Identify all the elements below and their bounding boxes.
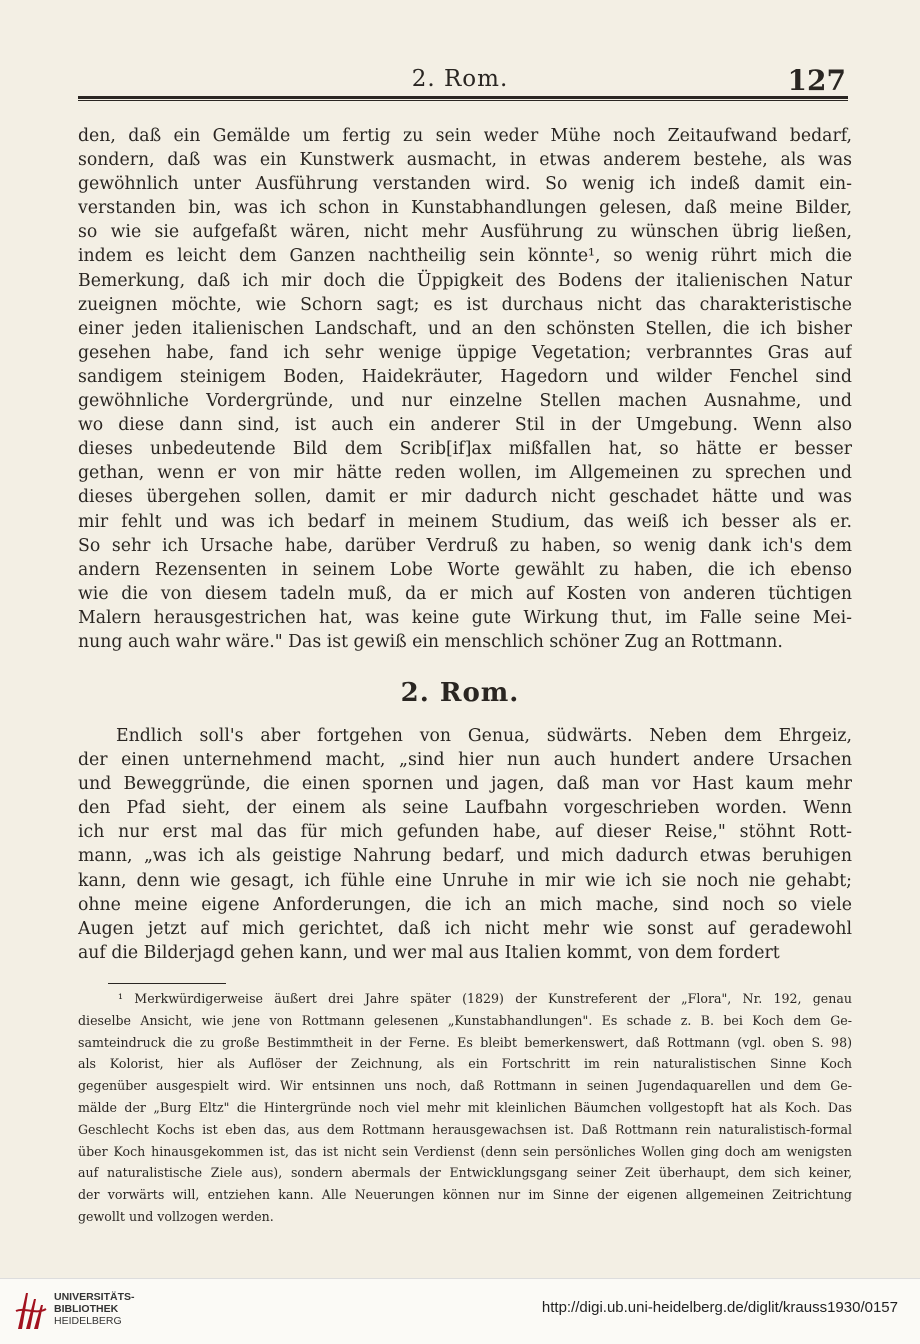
- footnotes-line: samteindruck die zu große Bestimmtheit in der Ferne. Es bleibt bemerkenswert, daß Rottmann (vgl. oben S. 98): [78, 1034, 852, 1050]
- paragraph2-line: ohne meine eigene Anforderungen, die ich an mich mache, sind noch so viele: [78, 894, 852, 915]
- paragraph1-line: So sehr ich Ursache habe, darüber Verdruß zu haben, so wenig dank ich's dem: [78, 535, 852, 556]
- paragraph2-line: Augen jetzt auf mich gerichtet, daß ich nicht mehr wie sonst auf geradewohl: [78, 918, 852, 939]
- header-rule: [78, 96, 848, 99]
- paragraph1-line: indem es leicht dem Ganzen nachtheilig sein könnte¹, so wenig rührt mich die: [78, 246, 852, 267]
- paragraph1-line: verstanden bin, was ich schon in Kunstabhandlungen gelesen, daß meine Bilder,: [78, 198, 852, 219]
- paragraph2-line: Endlich soll's aber fortgehen von Genua, südwärts. Neben dem Ehrgeiz,: [116, 726, 852, 746]
- footnotes-line: als Kolorist, hier als Auflöser der Zeichnung, als ein Fortschritt im rein naturalistischen Sinne Koch: [78, 1056, 852, 1072]
- permalink-url[interactable]: http://digi.ub.uni-heidelberg.de/diglit/krauss1930/0157: [541, 1299, 898, 1316]
- paragraph1-line: wie die von diesem tadeln muß, da er mich auf Kosten von anderen tüchtigen: [78, 583, 852, 604]
- running-title: 2. Rom.: [411, 66, 509, 92]
- paragraph2-line: und Beweggründe, die einen spornen und jagen, daß man vor Hast kaum mehr: [78, 774, 852, 795]
- paragraph1-line: gewöhnliche Vordergründe, und nur einzelne Stellen machen Ausnahme, und: [78, 391, 852, 412]
- paragraph1-line: sandigem steinigem Boden, Haidekräuter, Hagedorn und wilder Fenchel sind: [78, 366, 852, 387]
- paragraph1-line: gethan, wenn er von mir hätte reden wollen, im Allgemeinen zu sprechen und: [78, 463, 852, 484]
- running-head: [0, 64, 920, 98]
- footnote-rule: [108, 983, 226, 984]
- footnotes-line: auf naturalistische Ziele aus), sondern abermals der Entwicklungsgang seiner Zeit überhaupt, dem sich keiner,: [78, 1165, 852, 1181]
- paragraph1-line: Bemerkung, daß ich mir doch die Üppigkeit des Bodens der italienischen Natur: [78, 270, 852, 291]
- university-library-logo-icon: [14, 1289, 48, 1333]
- footnotes-line: über Koch hinausgekommen ist, das ist nicht sein Verdienst (denn sein persönliches Wollen ging doch am wenigsten: [78, 1143, 852, 1159]
- paragraph1-line: zueignen möchte, wie Schorn sagt; es ist durchaus nicht das charakteristische: [78, 294, 852, 315]
- footnotes-line: der vorwärts will, entziehen kann. Alle Neuerungen können nur im Sinne der eigenen allgemeinen Zeitrichtung: [78, 1187, 852, 1203]
- library-name-line-3: HEIDELBERG: [54, 1315, 122, 1327]
- library-name-line-1: UNIVERSITÄTS-: [54, 1291, 135, 1303]
- paragraph2-line: auf die Bilderjagd gehen kann, und wer mal aus Italien kommt, von dem fordert: [78, 942, 780, 963]
- paragraph-2: [78, 724, 852, 965]
- library-name: [54, 1291, 135, 1327]
- paragraph2-line: den Pfad sieht, der einem als seine Laufbahn vorgeschrieben worden. Wenn: [78, 798, 852, 819]
- paragraph1-line: wo diese dann sind, ist auch ein anderer Stil in der Umgebung. Wenn also: [78, 415, 852, 436]
- paragraph1-line: so wie sie aufgefaßt wären, nicht mehr Ausführung zu wünschen übrig ließen,: [78, 222, 852, 243]
- paragraph1-line: dieses unbedeutende Bild dem Scrib[if]ax mißfallen hat, so hätte er besser: [78, 439, 852, 460]
- paragraph1-line: mir fehlt und was ich bedarf in meinem Studium, das weiß ich besser als er.: [78, 511, 852, 532]
- footnotes-line: ¹ Merkwürdigerweise äußert drei Jahre später (1829) der Kunstreferent der „Flora", Nr. 192, genau: [118, 991, 852, 1006]
- paragraph1-line: nung auch wahr wäre." Das ist gewiß ein menschlich schöner Zug an Rottmann.: [78, 631, 783, 652]
- paragraph2-line: mann, „was ich als geistige Nahrung bedarf, und mich dadurch etwas beruhigen: [78, 846, 852, 867]
- paragraph2-line: kann, denn wie gesagt, ich fühle eine Unruhe in mir wie ich sie noch nie gehabt;: [78, 870, 852, 891]
- paragraph2-line: der einen unternehmend macht, „sind hier nun auch hundert andere Ursachen: [78, 750, 852, 771]
- footnotes-line: dieselbe Ansicht, wie jene von Rottmann gelesenen „Kunstabhandlungen". Es schade z. B. bei Koch dem Ge-: [78, 1012, 852, 1028]
- paragraph2-line: ich nur erst mal das für mich gefunden habe, auf dieser Reise," stöhnt Rott-: [78, 822, 852, 843]
- paragraph-1: [78, 124, 852, 654]
- paragraph1-line: einer jeden italienischen Landschaft, und an den schönsten Stellen, die ich bisher: [78, 318, 852, 339]
- paragraph1-line: sondern, daß was ein Kunstwerk ausmacht, in etwas anderem bestehe, als was: [78, 150, 852, 171]
- paragraph1-line: dieses übergehen sollen, damit er mir dadurch nicht geschadet hätte und was: [78, 487, 852, 508]
- footnotes-line: gegenüber ausgespielt wird. Wir entsinnen uns noch, daß Rottmann in seinen Jugendaquarellen und dem Ge-: [78, 1078, 852, 1094]
- paragraph1-line: gewöhnlich unter Ausführung verstanden wird. So wenig ich indeß damit ein-: [78, 174, 852, 195]
- footnotes-line: mälde der „Burg Eltz" die Hintergründe noch viel mehr mit kleinlichen Bäumchen vollgestopft hat als Koch. Das: [78, 1099, 852, 1115]
- paragraph1-line: Malern herausgestrichen hat, was keine gute Wirkung thut, im Falle seine Mei-: [78, 607, 852, 628]
- library-name-line-2: BIBLIOTHEK: [54, 1303, 119, 1315]
- section-heading: 2. Rom.: [400, 678, 520, 708]
- header-rule-thin: [78, 100, 848, 101]
- footnotes-line: Geschlecht Kochs ist eben das, aus dem Rottmann herausgewachsen ist. Daß Rottmann rein naturalistisch-formal: [78, 1121, 852, 1137]
- page-number: 127: [787, 64, 846, 97]
- digitization-footer: [0, 1278, 920, 1344]
- footnotes-line: gewollt und vollzogen werden.: [78, 1208, 274, 1224]
- paragraph1-line: den, daß ein Gemälde um fertig zu sein weder Mühe noch Zeitaufwand bedarf,: [78, 126, 852, 146]
- footnotes: [78, 988, 852, 1228]
- paragraph1-line: andern Rezensenten in seinem Lobe Worte gewählt zu haben, die ich ebenso: [78, 559, 852, 580]
- paragraph1-line: gesehen habe, fand ich sehr wenige üppige Vegetation; verbranntes Gras auf: [78, 342, 852, 363]
